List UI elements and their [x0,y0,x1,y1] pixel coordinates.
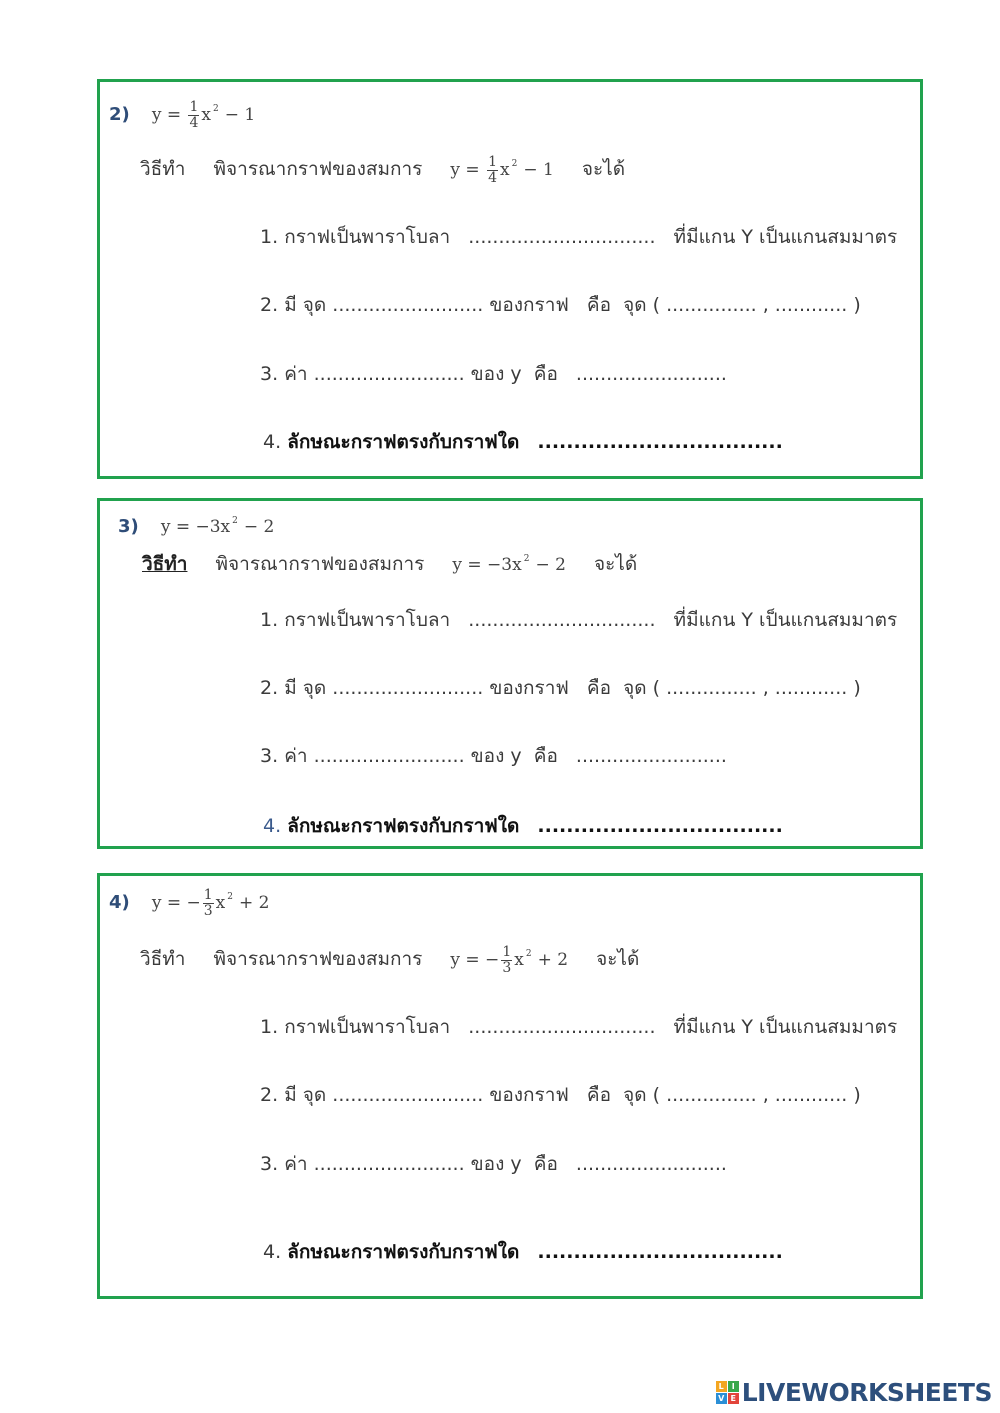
question-number: 4) [109,892,130,913]
logo-text: LIVEWORKSHEETS [741,1377,992,1407]
answer-blank[interactable]: ......................... [332,1084,484,1106]
equation: y = −3x $^2$ − 2 [160,516,275,537]
answer-blank[interactable]: ......................... [332,677,484,699]
coordinate-blank[interactable]: ( ............... , ............ ) [652,677,861,699]
coordinate-blank[interactable]: ( ............... , ............ ) [652,294,861,316]
equation: y = − $\frac{1}{3}$ x $^2$ + 2 [151,887,270,919]
answer-blank[interactable]: ......................... [575,745,727,767]
result-text: จะได้ [581,158,626,180]
equation-inline: y = $\frac{1}{4}$ x $^2$ − 1 [450,154,554,186]
item-4: 4. ลักษณะกราฟตรงกับกราฟใด .................................. [263,1241,783,1263]
answer-blank[interactable]: .................................. [537,1241,783,1263]
item-1: 1. กราฟเป็นพาราโบลา ............................... ที่มีแกน Y เป็นแกนสมมาตร [260,1016,898,1038]
question-3-header [118,515,274,537]
result-text: จะได้ [596,948,640,970]
equation-inline: y = −3x $^2$ − 2 [452,554,566,575]
item-2: 2. มี จุด ......................... ของกราฟ คือ จุด ( ............... , ............ ) [260,677,861,699]
answer-blank[interactable]: ......................... [313,363,465,385]
item-4: 4. ลักษณะกราฟตรงกับกราฟใด .................................. [263,431,783,453]
consider-text: พิจารณากราฟของสมการ [215,553,425,575]
item-3: 3. ค่า ......................... ของ y คือ ......................... [260,363,727,385]
answer-blank[interactable]: ............................... [468,1016,656,1038]
result-text: จะได้ [593,553,638,575]
question-4-box [97,873,923,1299]
answer-blank[interactable]: ............................... [468,609,656,631]
method-line [142,549,637,579]
answer-blank[interactable]: ......................... [332,294,484,316]
equation-inline: y = − $\frac{1}{3}$ x $^2$ + 2 [450,944,569,976]
question-4-header [109,888,269,919]
method-label: วิธีทำ [140,948,186,970]
consider-text: พิจารณากราฟของสมการ [213,948,423,970]
item-4: 4. ลักษณะกราฟตรงกับกราฟใด .................................. [263,815,783,837]
method-line [140,944,639,976]
answer-blank[interactable]: ......................... [313,1153,465,1175]
method-label: วิธีทำ [140,158,186,180]
item-1: 1. กราฟเป็นพาราโบลา ............................... ที่มีแกน Y เป็นแกนสมมาตร [260,226,898,248]
consider-text: พิจารณากราฟของสมการ [213,158,423,180]
answer-blank[interactable]: .................................. [537,815,783,837]
item-3: 3. ค่า ......................... ของ y คือ ......................... [260,745,727,767]
method-label: วิธีทำ [142,553,188,575]
item-2: 2. มี จุด ......................... ของกราฟ คือ จุด ( ............... , ............ ) [260,1084,861,1106]
question-number: 3) [118,516,139,537]
coordinate-blank[interactable]: ( ............... , ............ ) [652,1084,861,1106]
item-1: 1. กราฟเป็นพาราโบลา ............................... ที่มีแกน Y เป็นแกนสมมาตร [260,609,898,631]
item-3: 3. ค่า ......................... ของ y คือ ......................... [260,1153,727,1175]
liveworksheets-logo [716,1377,992,1407]
logo-mark-icon: L I V E [716,1381,739,1404]
answer-blank[interactable]: ......................... [313,745,465,767]
question-2-box [97,79,923,479]
answer-blank[interactable]: ......................... [575,1153,727,1175]
method-line [140,154,625,186]
item-2: 2. มี จุด ......................... ของกราฟ คือ จุด ( ............... , ............ ) [260,294,861,316]
question-number: 2) [109,104,130,125]
question-3-box [97,498,923,849]
question-2-header [109,100,255,131]
answer-blank[interactable]: .................................. [537,431,783,453]
answer-blank[interactable]: ............................... [468,226,656,248]
answer-blank[interactable]: ......................... [575,363,727,385]
equation: y = $\frac{1}{4}$ x $^2$ − 1 [151,99,256,131]
